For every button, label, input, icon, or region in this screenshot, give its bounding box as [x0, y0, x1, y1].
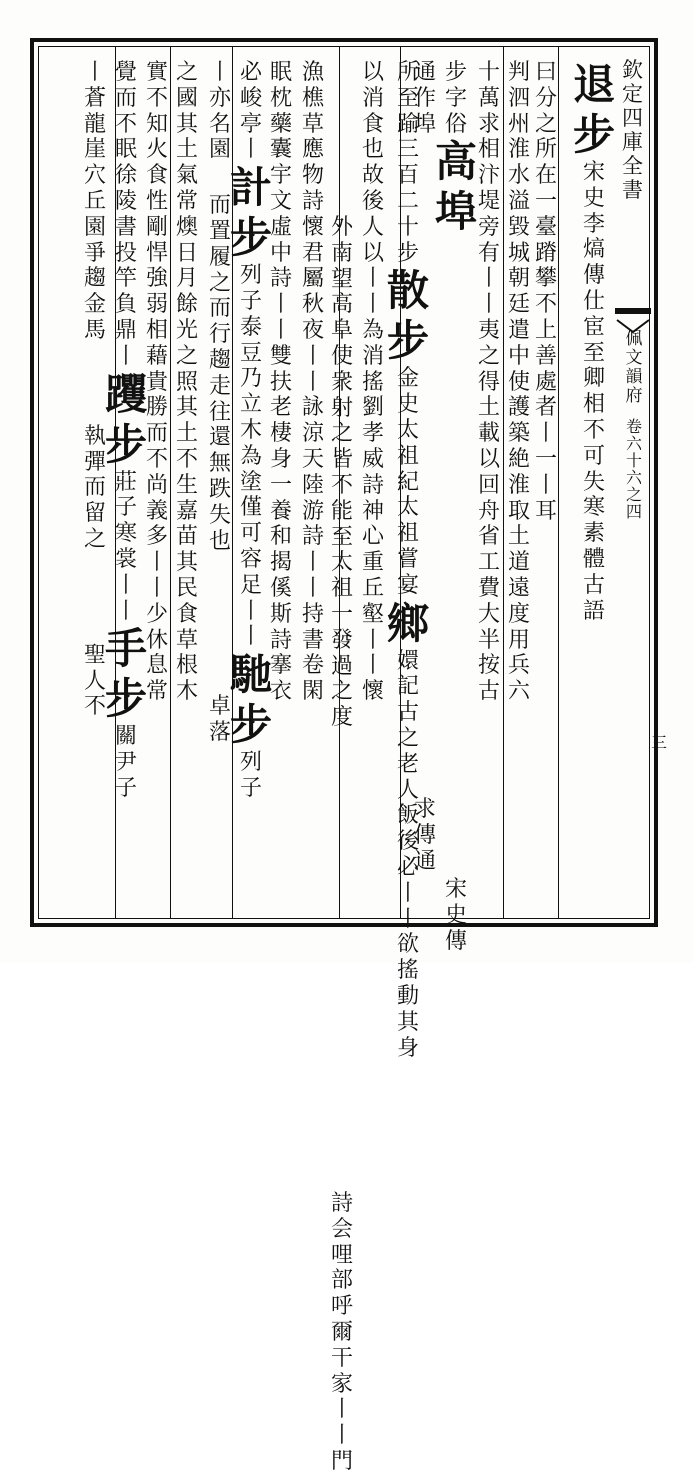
annotation-text: 眠 枕 藥 囊 宇 文 虛 中 詩 丨 丨 雙 扶 老 棲 身 一 養 和 揭 傒 斯 詩 搴 衣	[269, 60, 292, 705]
annotation-text: 通 作 埠	[413, 60, 436, 137]
annotation-text: 十 萬 求 相 汴 堤 旁 有 丨 丨 夷 之 得 土 載 以 回 舟 省 工 費 大 半 按 古	[477, 60, 500, 705]
text-column	[435, 60, 478, 955]
headword: 步	[230, 700, 273, 750]
annotation-text: 執 彈 而 留 之	[83, 423, 106, 552]
annotation-text: 莊 子 寒 裳 丨 丨	[114, 469, 137, 624]
headword: 手	[105, 624, 148, 674]
annotation-text: 卓 落	[208, 694, 231, 746]
annotation-text: 宋 史 傳	[444, 877, 467, 954]
text-column	[531, 60, 561, 524]
headword: 步	[105, 674, 148, 724]
annotation-text: 所 至 踰 三 百 二 十 步	[396, 60, 419, 266]
annotation-text: 之 國 其 土 氣 常 燠 日 月 餘 光 之 照 其 土 不 生 嘉 苗 其 民 食 草 根 木	[175, 60, 198, 705]
annotation-text: 丨 蒼 龍 崖 穴 丘 園 爭 趨 金 馬	[83, 60, 106, 343]
text-column	[358, 60, 388, 705]
text-column	[172, 60, 202, 705]
annotation-text: 求 傳 通	[413, 797, 436, 874]
annotation-text: 嬛 記 古 之 老 人 飯 後 必 丨 丨 欲 搖 動 其 身	[396, 648, 419, 1061]
text-column	[205, 60, 235, 746]
annotation-text: 詩 会 哩 部 呼 爾 干 家 丨 丨 門	[330, 1190, 353, 1474]
volume-label: 卷 六 十 六 之 四	[625, 417, 642, 521]
fish-tail-text: 佩 文 韻 府	[625, 329, 643, 406]
headword: 鄉	[387, 598, 430, 648]
text-column	[105, 60, 148, 802]
annotation-text: 判 泗 州 淮 水 溢 毀 城 朝 廷 遣 中 使 護 築 絶 淮 取 土 道 遠 度 用 兵 六	[507, 60, 530, 705]
annotation-text: 漁 樵 草 應 物 詩 懷 君 屬 秋 夜 丨 丨 詠 涼 天 陸 游 詩 丨 丨 持 書 卷 閑	[301, 60, 324, 705]
annotation-text: 覺 而 不 眠 徐 陵 書 投 竿 負 鼎 丨	[114, 60, 137, 369]
annotation-text: 步 字 俗	[444, 60, 467, 137]
text-column	[504, 60, 534, 705]
text-column	[327, 215, 357, 1475]
annotation-text: 關 尹 子	[114, 724, 137, 801]
text-column	[474, 60, 504, 705]
annotation-text: 列 子	[239, 750, 262, 801]
headword: 高	[435, 137, 478, 187]
annotation-text: 外 南 望 高 阜 使 衆 射 之 皆 不 能 至 太 祖 一 發 過 之 度	[330, 215, 353, 731]
annotation-text: 列 子 泰 豆 乃 立 木 為 塗 僅 可 容 足 丨 丨	[239, 263, 262, 650]
annotation-text: 而 置 履 之 而 行 趨 走 往 還 無 跌 失 也	[208, 193, 231, 554]
headword: 躩	[105, 369, 148, 419]
headword: 步	[573, 110, 616, 159]
annotation-text: 實 不 知 火 食 性 剛 悍 強 弱 相 藉 貴 勝 而 不 尚 義 多 丨 丨 少 休 息 常	[145, 60, 168, 705]
text-column	[230, 60, 273, 802]
annotation-text: 丨 亦 名 園	[208, 60, 231, 163]
text-column	[298, 60, 328, 705]
headword: 步	[387, 316, 430, 366]
annotation-text: 聖 人 不	[83, 642, 106, 720]
headword: 步	[230, 213, 273, 263]
headword: 計	[230, 163, 273, 213]
annotation-text: 必 峻 亭 丨	[239, 60, 262, 163]
headword: 步	[105, 419, 148, 469]
headword: 退	[573, 60, 616, 109]
page-number: 三	[651, 733, 668, 752]
text-column	[80, 60, 110, 720]
text-column	[266, 60, 296, 705]
headword: 馳	[230, 650, 273, 700]
annotation-text: 宋 史 李 熇 傳 仕 宦 至 卿 相 不 可 失 寒 素 體 古 語	[582, 160, 605, 624]
annotation-text: 曰 分 之 所 在 一 臺 蹐 攀 不 上 善 處 者 丨 一 丨 耳	[534, 60, 557, 524]
annotation-text: 金 史 太 祖 紀 太 祖 嘗 宴	[396, 366, 419, 598]
series-title: 欽 定 四 庫 全 書	[622, 58, 643, 202]
headword: 散	[387, 266, 430, 316]
text-column	[573, 60, 616, 624]
annotation-text: 以 消 食 也 故 後 人 以 丨 丨 為 消 搖 劉 孝 威 詩 神 心 重 丘 壑 丨 丨 懷	[361, 60, 384, 705]
headword: 埠	[435, 187, 478, 237]
